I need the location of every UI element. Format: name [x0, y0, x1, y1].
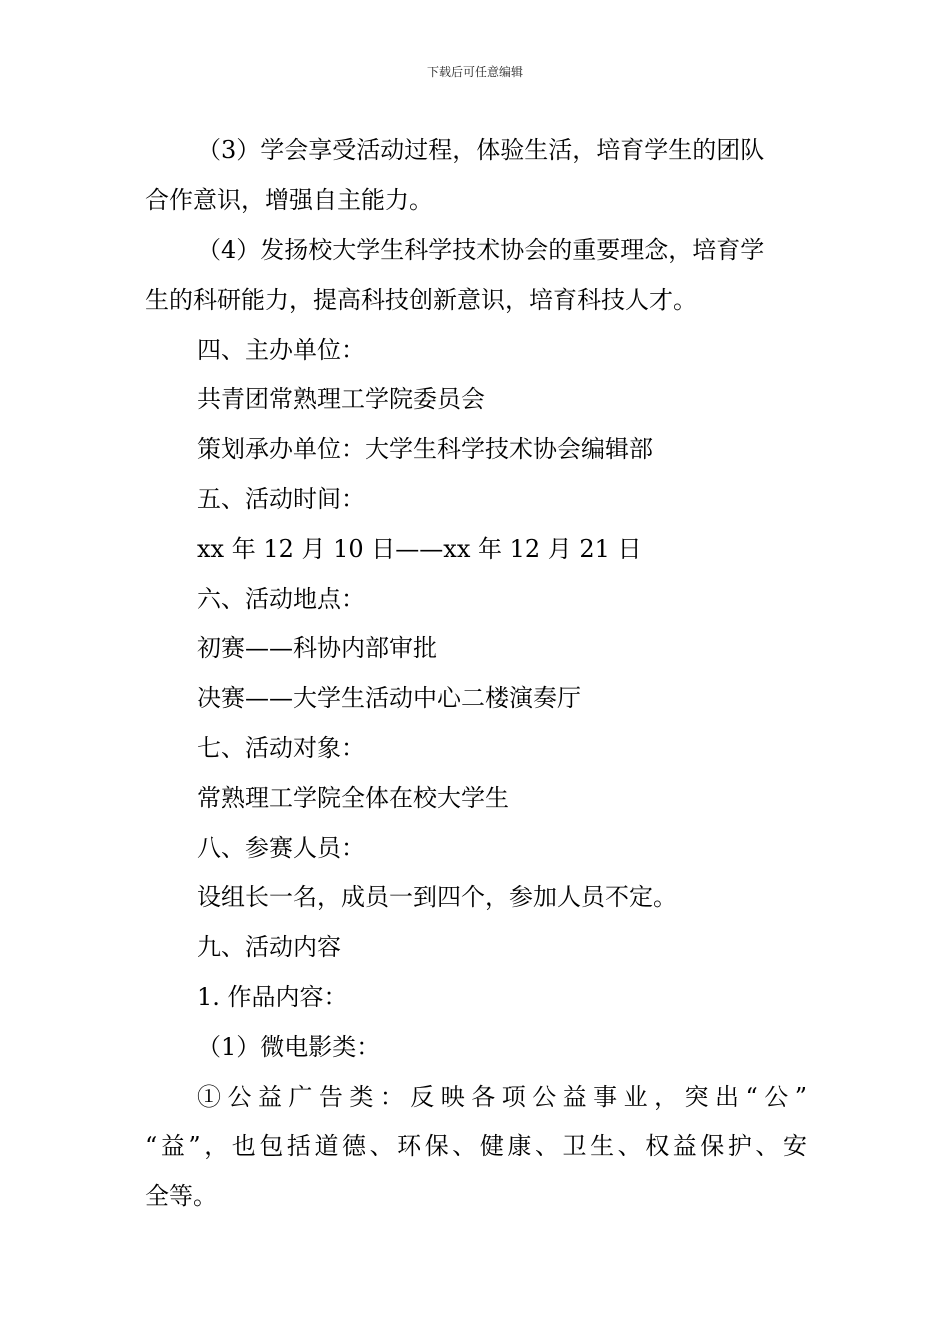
paragraph-line: 常熟理工学院全体在校大学生: [197, 784, 509, 812]
section-heading: 七、活动对象：: [197, 734, 365, 762]
subsection-heading: 1. 作品内容：: [197, 983, 348, 1011]
paragraph-line: （4）发扬校大学生科学技术协会的重要理念，培育学: [197, 236, 765, 264]
paragraph-line: 决赛——大学生活动中心二楼演奏厅: [197, 684, 581, 712]
paragraph-line: 策划承办单位：大学生科学技术协会编辑部: [197, 435, 653, 463]
section-heading: 九、活动内容: [197, 933, 341, 961]
subsection-heading: （1）微电影类：: [197, 1033, 381, 1061]
paragraph-line: 共青团常熟理工学院委员会: [197, 385, 485, 413]
paragraph-line: 设组长一名，成员一到四个，参加人员不定。: [197, 883, 677, 911]
section-heading: 四、主办单位：: [197, 336, 365, 364]
paragraph-line: “益”，也包括道德、环保、健康、卫生、权益保护、安: [145, 1132, 807, 1160]
paragraph-line: 合作意识，增强自主能力。: [145, 186, 433, 214]
page-header: 下载后可任意编辑: [426, 65, 523, 79]
section-heading: 五、活动时间：: [197, 485, 365, 513]
paragraph-line: 初赛——科协内部审批: [197, 634, 437, 662]
paragraph-line: 生的科研能力，提高科技创新意识，培育科技人才。: [145, 286, 697, 314]
paragraph-line: xx 年 12 月 10 日——xx 年 12 月 21 日: [197, 535, 642, 563]
paragraph-line: ①公益广告类：反映各项公益事业，突出“公”: [197, 1083, 807, 1111]
section-heading: 六、活动地点：: [197, 585, 365, 613]
paragraph-line: （3）学会享受活动过程，体验生活，培育学生的团队: [197, 136, 765, 164]
section-heading: 八、参赛人员：: [197, 834, 365, 862]
paragraph-line: 全等。: [145, 1182, 217, 1210]
